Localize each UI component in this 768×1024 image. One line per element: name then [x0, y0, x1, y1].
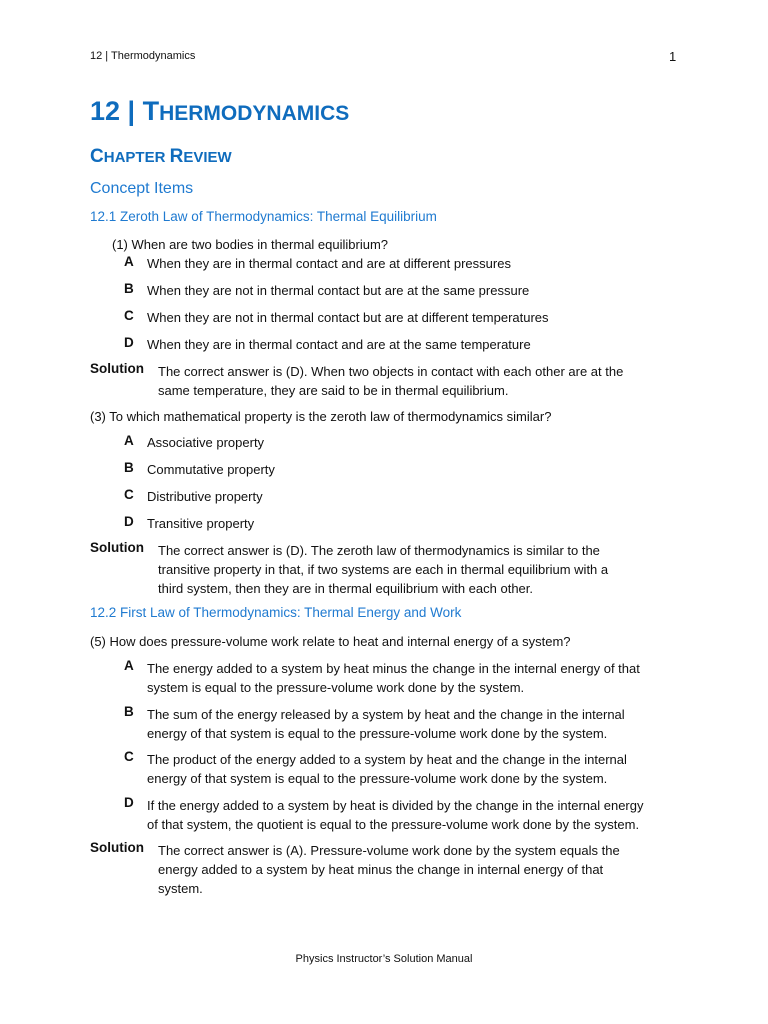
- solution-label: Solution: [90, 840, 144, 855]
- option-text: Commutative property: [147, 462, 275, 477]
- option-text: When they are not in thermal contact but are at the same pressure: [147, 283, 530, 298]
- page-number: 1: [669, 49, 677, 64]
- running-header: 12 | Thermodynamics: [90, 50, 196, 62]
- question-3: (3) To which mathematical property is the zeroth law of thermodynamics similar?: [90, 409, 552, 424]
- option-letter: C: [124, 308, 134, 323]
- solution-label: Solution: [90, 361, 144, 376]
- solution-line: transitive property in that, if two systems are each in thermal equilibrium with a: [158, 562, 609, 577]
- question-5: (5) How does pressure-volume work relate to heat and internal energy of a system?: [90, 634, 571, 649]
- chapter-title: 12 | THERMODYNAMICS: [90, 96, 350, 126]
- solution-label: Solution: [90, 540, 144, 555]
- option-text: The product of the energy added to a system by heat and the change in the internal: [147, 752, 627, 767]
- solution-line: The correct answer is (D). The zeroth law of thermodynamics is similar to the: [158, 543, 600, 558]
- option-text: The sum of the energy released by a system by heat and the change in the internal: [147, 707, 625, 722]
- chapter-review-heading: CHAPTER REVIEW: [90, 146, 232, 167]
- option-letter: C: [124, 487, 134, 502]
- option-letter: A: [124, 433, 134, 448]
- solution-line: The correct answer is (A). Pressure-volume work done by the system equals the: [158, 843, 620, 858]
- option-text: Transitive property: [147, 516, 255, 531]
- solution-line: energy added to a system by heat minus the change in internal energy of that: [158, 862, 604, 877]
- option-text: If the energy added to a system by heat is divided by the change in the internal energy: [147, 798, 644, 813]
- option-text: The energy added to a system by heat minus the change in the internal energy of that: [147, 661, 640, 676]
- running-footer: Physics Instructor’s Solution Manual: [295, 953, 473, 965]
- option-letter: B: [124, 281, 134, 296]
- option-letter: D: [124, 795, 134, 810]
- option-text: system is equal to the pressure-volume work done by the system.: [147, 680, 525, 695]
- option-letter: D: [124, 514, 134, 529]
- option-letter: D: [124, 335, 134, 350]
- option-letter: C: [124, 749, 134, 764]
- concept-items-heading: Concept Items: [90, 180, 194, 197]
- option-text: energy of that system is equal to the pressure-volume work done by the system.: [147, 771, 608, 786]
- option-text: Associative property: [147, 435, 265, 450]
- solution-line: third system, then they are in thermal equilibrium with each other.: [158, 581, 534, 596]
- option-letter: B: [124, 460, 134, 475]
- section-heading-12-1: 12.1 Zeroth Law of Thermodynamics: Thermal Equilibrium: [90, 209, 437, 224]
- option-text: Distributive property: [147, 489, 263, 504]
- section-heading-12-2: 12.2 First Law of Thermodynamics: Thermal Energy and Work: [90, 605, 462, 620]
- option-text: When they are in thermal contact and are at different pressures: [147, 256, 511, 271]
- option-text: When they are not in thermal contact but are at different temperatures: [147, 310, 549, 325]
- question-1: (1) When are two bodies in thermal equilibrium?: [112, 237, 389, 252]
- option-text: of that system, the quotient is equal to the pressure-volume work done by the system.: [147, 817, 640, 832]
- option-letter: A: [124, 658, 134, 673]
- solution-line: The correct answer is (D). When two objects in contact with each other are at the: [158, 364, 624, 379]
- solution-line: same temperature, they are said to be in thermal equilibrium.: [158, 383, 509, 398]
- option-letter: A: [124, 254, 134, 269]
- option-text: When they are in thermal contact and are at the same temperature: [147, 337, 531, 352]
- option-text: energy of that system is equal to the pressure-volume work done by the system.: [147, 726, 608, 741]
- solution-line: system.: [158, 881, 203, 896]
- option-letter: B: [124, 704, 134, 719]
